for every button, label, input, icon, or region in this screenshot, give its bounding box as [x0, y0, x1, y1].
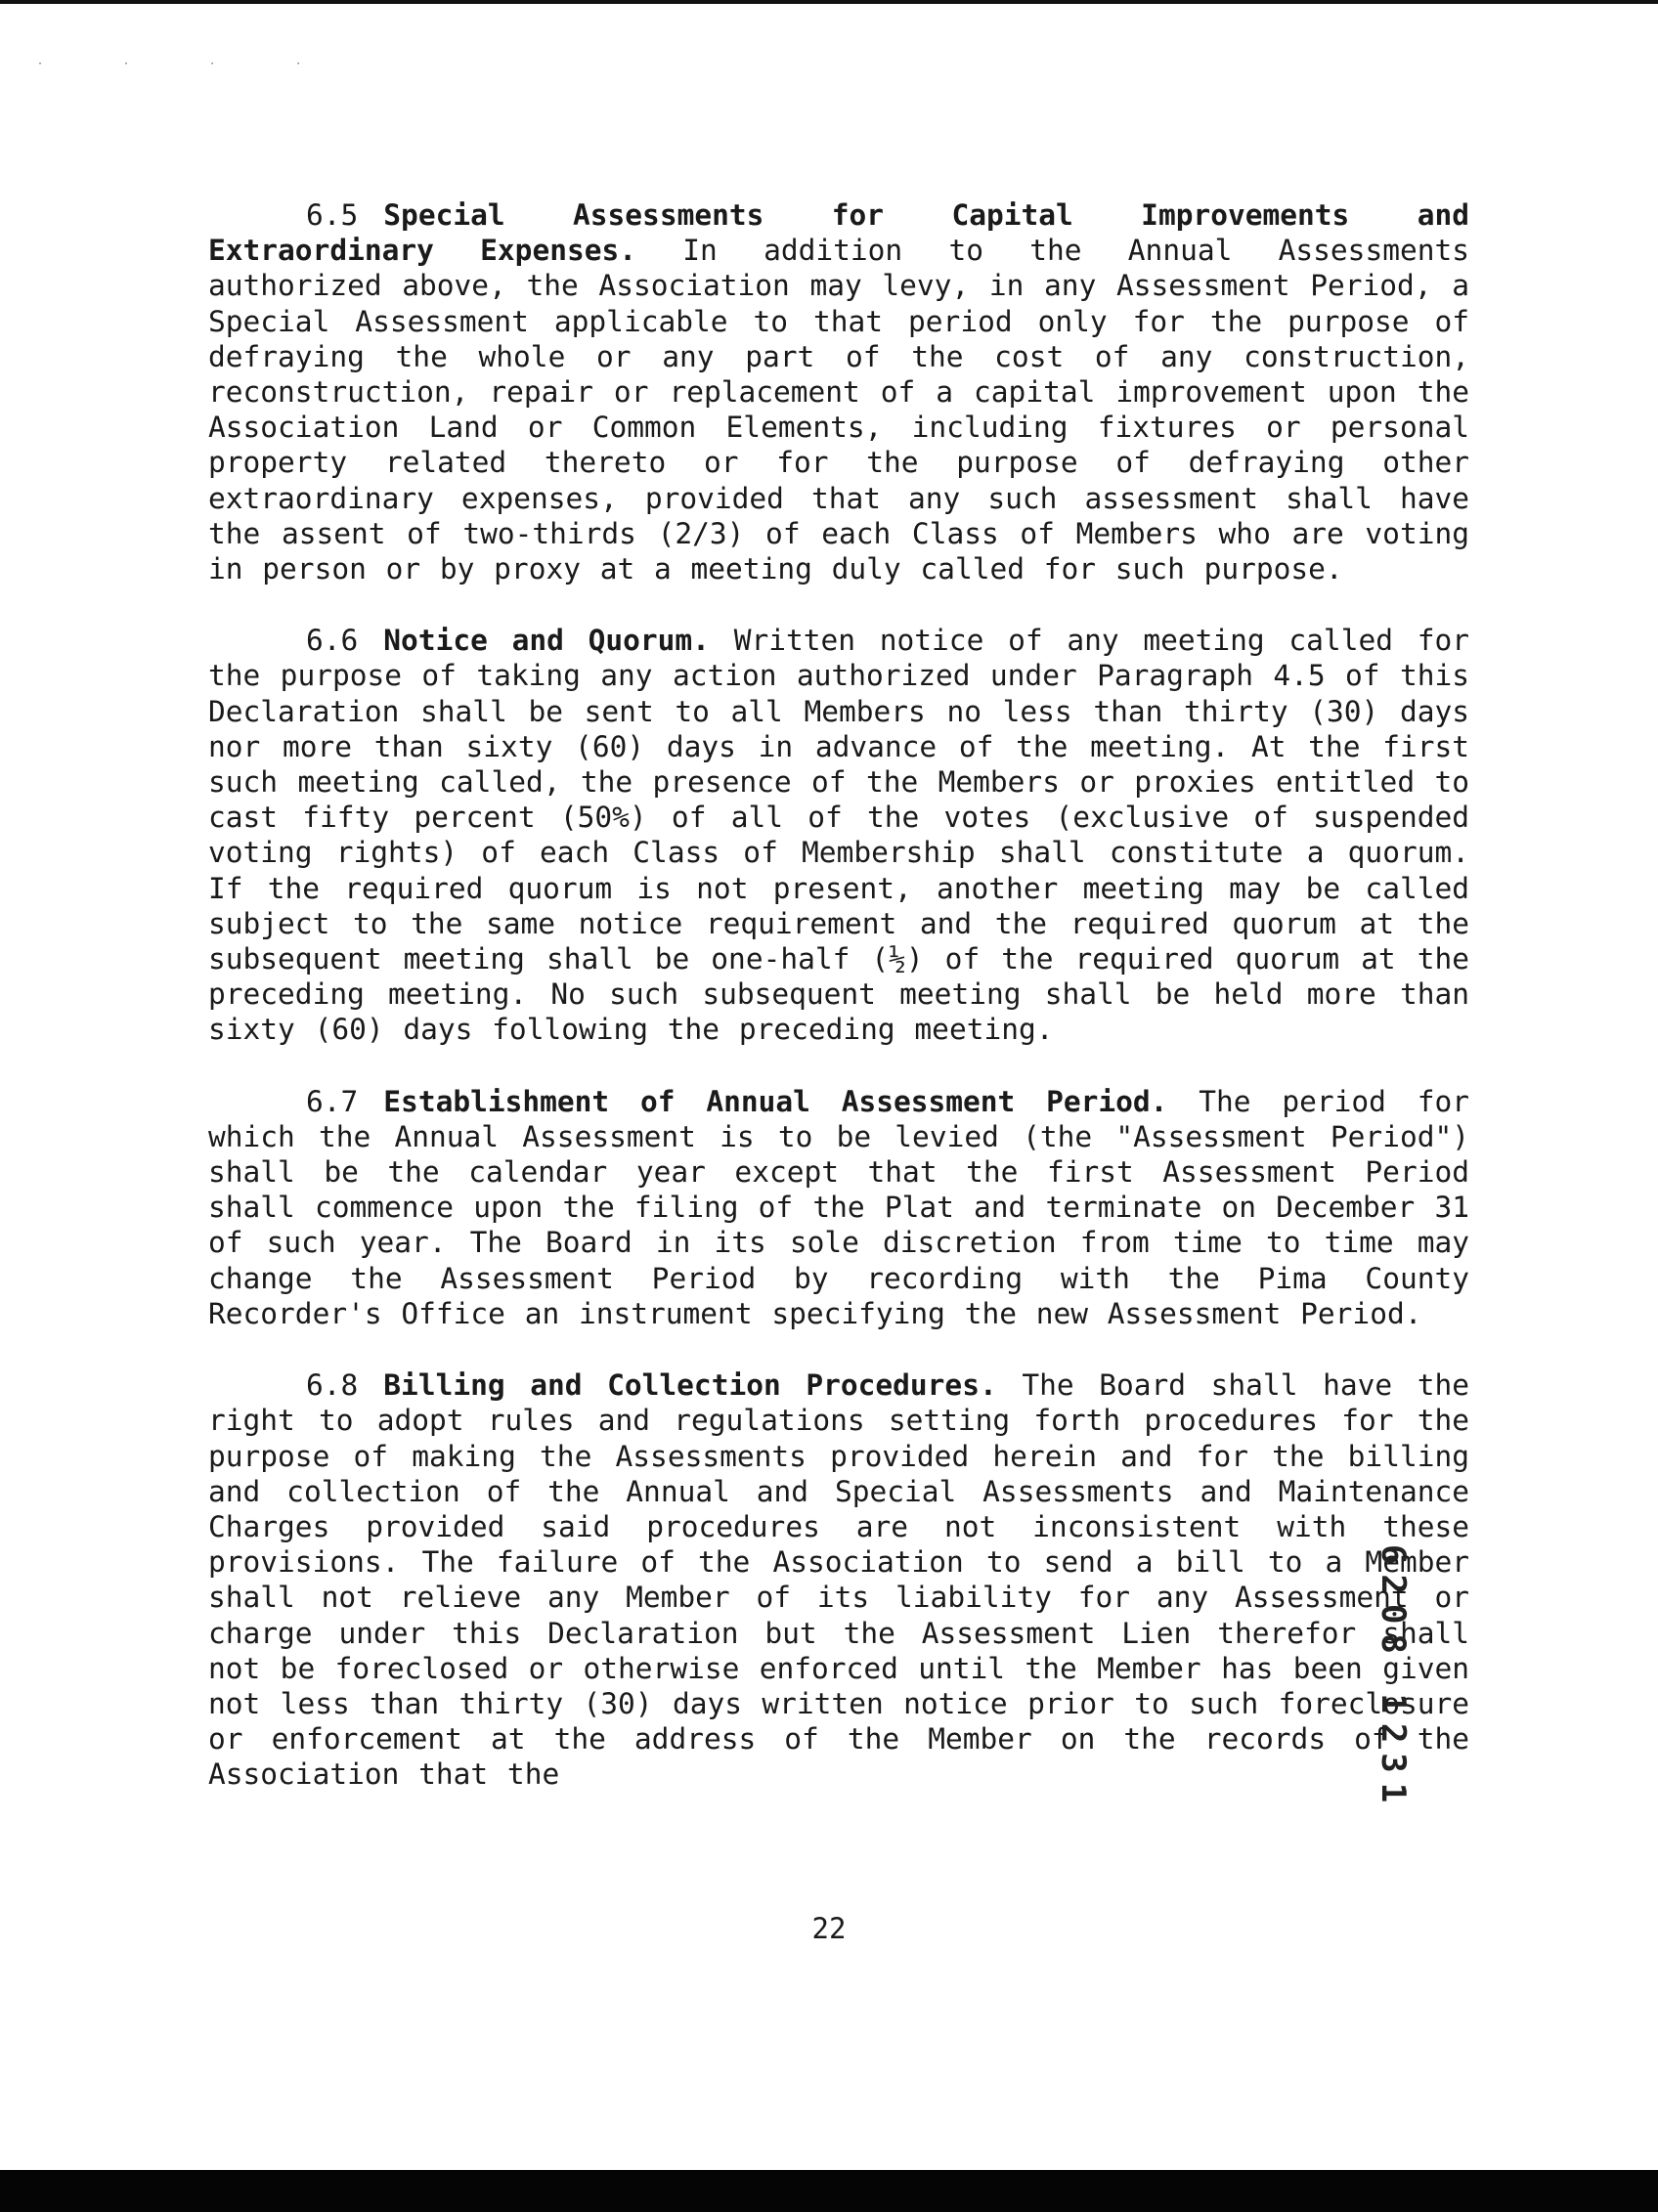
- paragraph-number: 6.6: [306, 624, 359, 658]
- paragraph-body: In addition to the Annual Assessments authorized above, the Association may levy, in any Assessment Period, a Special Assessment applicable to that period only for the purpose of defraying the whole or any part of the cost of any construction, reconstruction, repair or replacement of a capital improvement upon the Association Land or Common Elements, including fixtures or personal property related thereto or for the purpose of defraying other extraordinary expenses, provided that any such assessment shall have the assent of two-thirds (2/3) of each Class of Members who are voting in person or by proxy at a meeting duly called for such purpose.: [208, 234, 1470, 586]
- page-number: 22: [811, 1912, 847, 1945]
- paragraph-heading: Billing and Collection Procedures.: [383, 1368, 997, 1403]
- paragraph-heading: Notice and Quorum.: [383, 624, 710, 658]
- paragraph-6-8: [208, 1367, 1469, 1792]
- paragraph-body: The period for which the Annual Assessment is to be levied (the "Assessment Period") shall be the calendar year except that the first Assessment Period shall commence upon the filing of the Plat and terminate on December 31 of such year. The Board in its sole discretion from time to time may change the Assessment Period by recording with the Pima County Recorder's Office an instrument specifying the new Assessment Period.: [208, 1084, 1469, 1330]
- paragraph-number: 6.8: [306, 1368, 359, 1403]
- bottom-border: [0, 2170, 1658, 2212]
- paragraph-body: Written notice of any meeting called for the purpose of taking any action authorized under Paragraph 4.5 of this Declaration shall be sent to all Members no less than thirty (30) days nor more than sixty (60) days in advance of the meeting. At the first such meeting called, the presence of the Members or proxies entitled to cast fifty percent (50%) of all of the votes (exclusive of suspended voting rights) of each Class of Membership shall constitute a quorum. If the required quorum is not present, another meeting may be called subject to the same notice requirement and the required quorum at the subsequent meeting shall be one-half (½) of the required quorum at the preceding meeting. No such subsequent meeting shall be held more than sixty (60) days following the preceding meeting.: [208, 624, 1469, 1047]
- paragraph-heading: Special Assessments for Capital Improvements and Extraordinary Expenses.: [208, 198, 1469, 268]
- paragraph-body: The Board shall have the right to adopt rules and regulations setting forth procedures for the purpose of making the Assessments provided herein and for the billing and collection of the Annual and Special Assessments and Maintenance Charges provided said procedures are not inconsistent with these provisions. The failure of the Association to send a bill to a Member shall not relieve any Member of its liability for any Assessment or charge under this Declaration but the Assessment Lien therefor shall not be foreclosed or otherwise enforced until the Member has been given not less than thirty (30) days written notice prior to such foreclosure or enforcement at the address of the Member on the records of the Association that the: [208, 1368, 1470, 1792]
- recording-stamp: [1374, 1544, 1417, 1965]
- paragraph-6-7: [208, 1084, 1469, 1331]
- scan-specks: · · · ·: [37, 59, 339, 69]
- document-body: [208, 197, 1469, 1829]
- top-border: [0, 0, 1658, 4]
- paragraph-heading: Establishment of Annual Assessment Period.: [383, 1084, 1168, 1118]
- paragraph-number: 6.7: [306, 1084, 359, 1118]
- paragraph-6-6: [208, 623, 1469, 1047]
- paragraph-6-5: [208, 197, 1469, 586]
- recording-stamp-text: 6208 1231: [1374, 1544, 1413, 1813]
- paragraph-number: 6.5: [306, 198, 359, 232]
